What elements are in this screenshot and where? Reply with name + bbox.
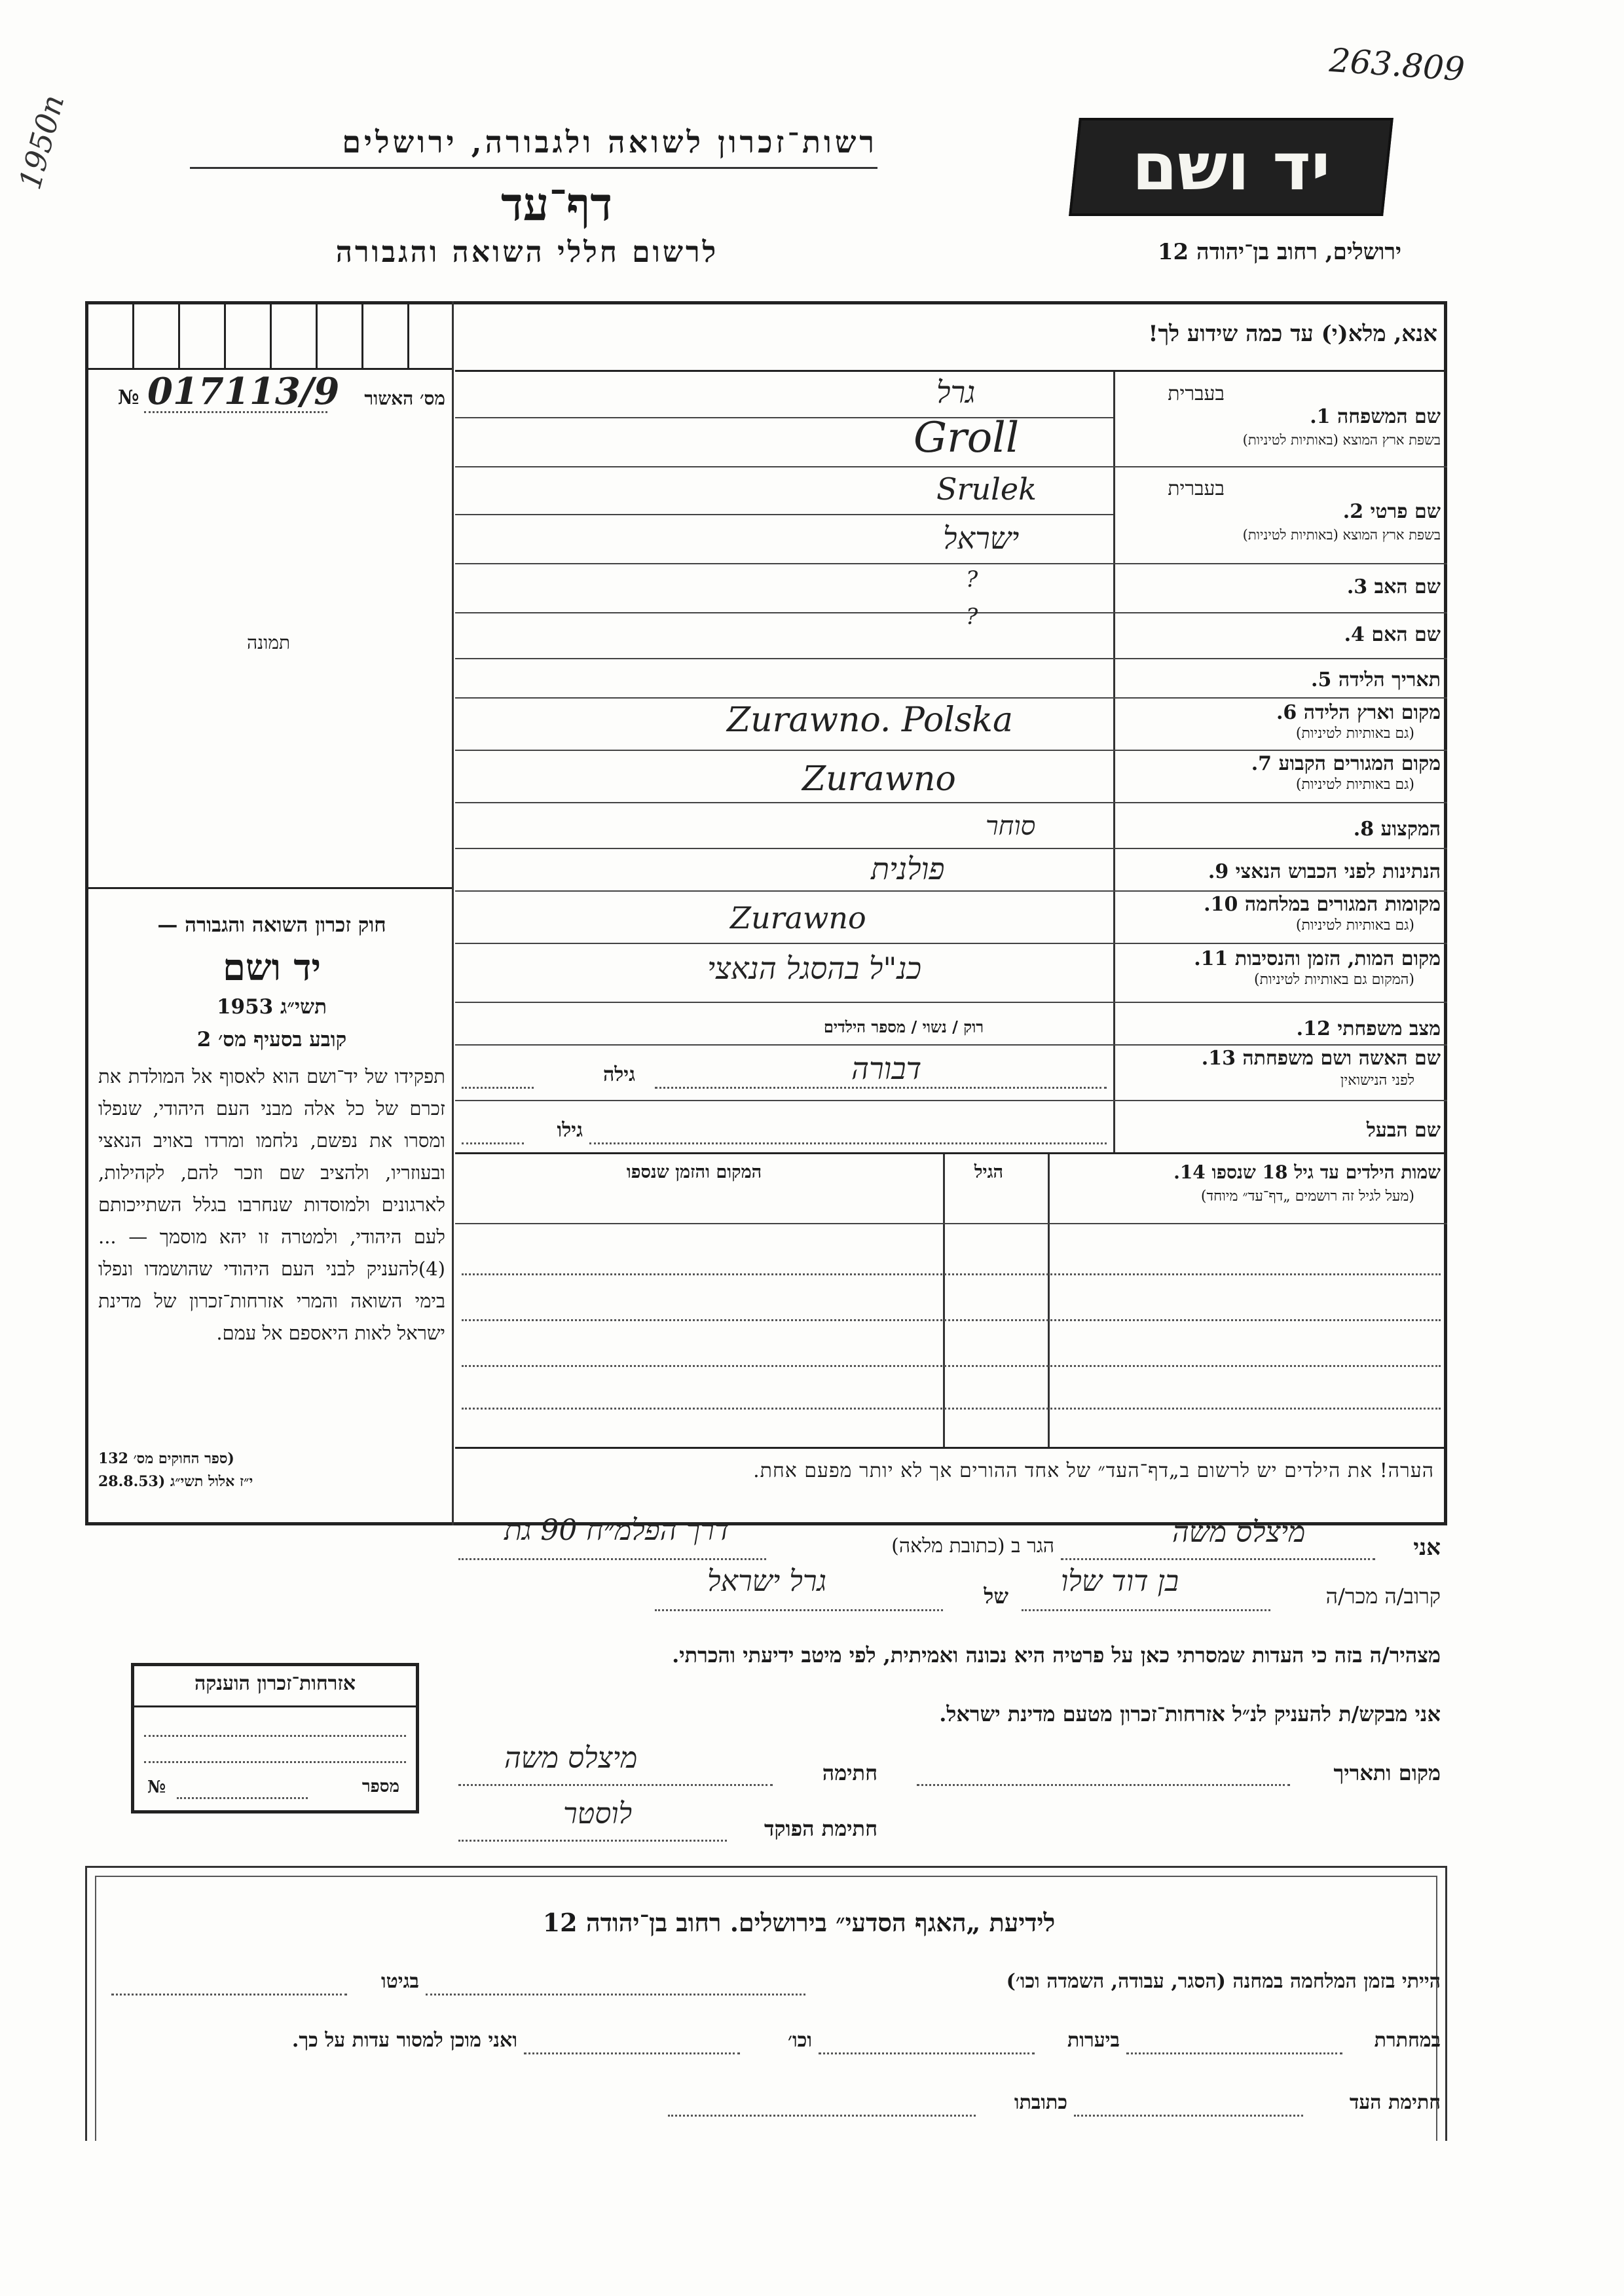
decl-name-line xyxy=(1061,1558,1375,1560)
field-12-label: מצב משפחתי 12. xyxy=(1296,1017,1441,1040)
record-number[interactable]: 017113/9 xyxy=(147,370,340,413)
field-13-age-line xyxy=(462,1087,534,1089)
row-3-line xyxy=(455,612,1447,613)
field-9-value[interactable]: פולנית xyxy=(871,851,945,886)
bottom-ready: ואני מוכן למסור עדות על כך. xyxy=(291,2029,517,2052)
law-ref1: (ספר החוקים מס׳ 132 xyxy=(98,1450,234,1467)
children-header-line xyxy=(455,1223,1447,1224)
field-6-label: מקום וארץ הלידה 6. xyxy=(1276,701,1441,724)
row-2b-line xyxy=(455,563,1447,564)
decl-relation-line xyxy=(1022,1609,1270,1611)
decl-of-value[interactable]: גרל ישראל xyxy=(707,1565,826,1598)
husband-line xyxy=(589,1142,1107,1144)
decl-of-line xyxy=(655,1609,943,1611)
field-11-sub: (המקום גם באותיות לטיניות) xyxy=(1254,972,1414,988)
row-7-line xyxy=(455,802,1447,803)
archive-number: 263.809 xyxy=(1328,41,1466,89)
field-5-label: תאריך הלידה 5. xyxy=(1311,668,1441,691)
row-2a-line xyxy=(455,514,1113,515)
authority-line: רשות־זכרון לשואה ולגבורה, ירושלים xyxy=(342,124,877,160)
children-place-col: המקום והזמן שנספו xyxy=(626,1162,762,1182)
bottom-etc: וכו׳ xyxy=(788,2029,812,2052)
bottom-line1: הייתי בזמן המלחמה במחנה (הסגר, עבודה, השמדה וכו׳) xyxy=(1006,1970,1441,1993)
row-13-line xyxy=(455,1100,1447,1101)
header-address: ירושלים, רחוב בן־יהודה 12 xyxy=(1157,239,1401,265)
bottom-ghetto-line xyxy=(111,1994,347,1995)
field-2-sub: בשפת ארץ המוצא (באותיות לטיניות) xyxy=(1242,527,1441,543)
husband-age-label: גילו xyxy=(557,1119,583,1142)
children-age-col: הגיל xyxy=(974,1162,1004,1182)
citizenship-number-label: מספר xyxy=(361,1777,399,1796)
field-7-sub: (גם באותיות לטיניות) xyxy=(1295,776,1414,793)
decl-address[interactable]: דרך הפלמ״ח 90 גת xyxy=(504,1514,729,1547)
record-no-prefix: № xyxy=(118,386,139,409)
label-divider xyxy=(1113,372,1115,1154)
children-divider-1 xyxy=(1048,1154,1050,1449)
record-label: מס׳ האשור xyxy=(364,388,445,409)
bottom-underground-line xyxy=(1126,2052,1342,2054)
decl-signature[interactable]: מיצלס משה xyxy=(504,1741,638,1775)
bottom-heading: לידיעת „האגף הסדעי״ בירושלים. רחוב בן־יהודה 12 xyxy=(542,1908,1056,1937)
children-row-1 xyxy=(462,1273,1441,1275)
tick-boxes xyxy=(88,304,452,370)
row-12-line xyxy=(455,1044,1447,1046)
decl-name[interactable]: מיצלס משה xyxy=(1172,1516,1306,1549)
children-row-2 xyxy=(462,1319,1441,1321)
bottom-witness-sig: חתימת העד xyxy=(1349,2091,1441,2114)
field-1-heb-tag: בעברית xyxy=(1168,382,1225,405)
field-10-sub: (גם באותיות לטיניות) xyxy=(1295,917,1414,934)
law-section: קובע בסעיף מס׳ 2 xyxy=(196,1028,347,1051)
instruction-row-line xyxy=(455,370,1447,372)
row-1b-line xyxy=(455,466,1447,467)
decl-signature-label: חתימה xyxy=(822,1760,877,1785)
field-10-label: מקומות המגורים במלחמה 10. xyxy=(1204,893,1441,916)
row-6-line xyxy=(455,750,1447,751)
field-13-value[interactable]: דבורה xyxy=(851,1051,922,1086)
note-top-line xyxy=(455,1447,1447,1449)
row-10-line xyxy=(455,943,1447,944)
row-14-top-line xyxy=(455,1152,1447,1154)
law-name: יד ושם xyxy=(222,946,322,989)
field-1-label: שם המשפחה 1. xyxy=(1310,405,1441,428)
officer-line xyxy=(458,1840,727,1842)
children-divider-2 xyxy=(943,1154,945,1449)
field-11-label: מקום המות, הזמן והנסיבות 11. xyxy=(1194,947,1441,970)
field-7-value[interactable]: Zurawno xyxy=(802,759,956,799)
field-10-value[interactable]: Zurawno xyxy=(730,900,866,936)
decl-relation[interactable]: בן דוד שלו xyxy=(1061,1565,1179,1598)
law-year: תשי״ג 1953 xyxy=(216,995,327,1019)
row-11-line xyxy=(455,1002,1447,1003)
field-2-heb-tag: בעברית xyxy=(1168,477,1225,500)
field-3-label: שם האב 3. xyxy=(1346,575,1441,598)
signature-line xyxy=(458,1784,773,1786)
row-4-line xyxy=(455,658,1447,659)
decl-i-label: אני xyxy=(1413,1535,1441,1561)
margin-note: 1950n xyxy=(12,91,71,193)
decl-officer[interactable]: לוסטר xyxy=(563,1797,633,1831)
decl-address-line xyxy=(458,1558,766,1560)
citizenship-no-prefix: № xyxy=(147,1777,166,1797)
husband-age-line xyxy=(462,1142,524,1144)
children-row-3 xyxy=(462,1365,1441,1367)
field-2-value-lat[interactable]: Srulek xyxy=(936,471,1037,507)
field-12-value[interactable]: רוק / נשוי / מספר הילדים xyxy=(823,1017,984,1036)
photo-box-bottom xyxy=(88,887,452,889)
bottom-witness-line xyxy=(1074,2115,1303,2117)
decl-place-date: מקום ותאריך xyxy=(1333,1760,1441,1785)
bottom-forests: ביערות xyxy=(1067,2029,1120,2052)
field-1-value-lat[interactable]: Groll xyxy=(913,414,1020,462)
bottom-etc-line xyxy=(524,2052,740,2054)
citizenship-number-line xyxy=(177,1797,308,1799)
citizenship-title: אזרחות־זכרון הוענקה xyxy=(194,1672,356,1695)
field-7-label: מקום המגורים הקבוע 7. xyxy=(1251,752,1441,775)
field-8-value[interactable]: סוחר xyxy=(986,811,1036,841)
field-13-age-label: גילה xyxy=(602,1063,635,1086)
bottom-address-line xyxy=(668,2115,976,2117)
husband-label: שם הבעל xyxy=(1366,1119,1441,1142)
law-ref2: י״ז אלול תשי״ג (28.8.53 xyxy=(98,1473,253,1490)
field-2-value-heb[interactable]: ישראל xyxy=(943,520,1020,556)
citizenship-line-1 xyxy=(144,1735,406,1737)
children-sub: (מעל לגיל זה רושמים „דף־עד״ מיוחד) xyxy=(1200,1188,1414,1205)
photo-label: תמונה xyxy=(246,632,291,653)
field-8-label: המקצוע 8. xyxy=(1353,818,1441,841)
field-9-label: הנתינות לפני הכבוש הנאצי 9. xyxy=(1208,860,1441,883)
left-column-divider xyxy=(452,301,454,1525)
children-title: שמות הילדים עד גיל 18 שנספו 14. xyxy=(1173,1161,1441,1183)
bottom-ghetto: בגיטו xyxy=(380,1970,419,1993)
field-11-value[interactable]: כנ"ל בהסגל הנאצי xyxy=(707,951,922,986)
row-9-line xyxy=(455,890,1447,892)
logo-text: יד ושם xyxy=(1132,128,1331,205)
note-text: הערה! את הילדים יש לרשום ב„דף־העד״ של אחד ההורים אך לא יותר מפעם אחת. xyxy=(753,1459,1434,1482)
place-date-line xyxy=(917,1784,1290,1786)
form-title: דף־עד xyxy=(500,177,612,231)
decl-officer-label: חתימת הפוקד xyxy=(764,1816,877,1841)
bottom-address: כתובתו xyxy=(1014,2091,1067,2114)
field-1-value-heb[interactable]: גרל xyxy=(936,374,976,410)
decl-of-label: של xyxy=(984,1584,1008,1609)
form-subtitle: לרשום חללי השואה והגבורה xyxy=(335,236,719,269)
field-13-label: שם האשה ושם משפחתה 13. xyxy=(1201,1047,1441,1070)
decl-statement: מצהיר/ה בזה כי העדות שמסרתי כאן על פרטיה היא נכונה ואמיתית, לפי מיטב ידיעתי והכרתי. xyxy=(672,1643,1441,1667)
authority-underline xyxy=(190,167,877,169)
bottom-camp-line xyxy=(426,1994,805,1995)
field-4-value[interactable]: ? xyxy=(966,604,978,630)
decl-relation-label: קרוב/ה מכר/ה xyxy=(1325,1584,1441,1609)
field-2-label: שם פרטי 2. xyxy=(1342,500,1441,523)
field-1-sub: בשפת ארץ המוצא (באותיות לטיניות) xyxy=(1242,432,1441,448)
decl-resides: הגר ב (כתובת מלאה) xyxy=(891,1535,1054,1558)
row-8-line xyxy=(455,848,1447,849)
children-row-4 xyxy=(462,1408,1441,1410)
instruction-text: אנא, מלא(י) עד כמה שידוע לך! xyxy=(1148,321,1437,347)
row-5-line xyxy=(455,697,1447,699)
field-6-sub: (גם באותיות לטיניות) xyxy=(1295,725,1414,742)
bottom-forests-line xyxy=(819,2052,1035,2054)
law-text: תפקידו של יד־ושם הוא לאסוף אל המולדת את זכרם של כל אלה מבני העם היהודי, שנפלו ומסרו את נפשם, נלחמו ומרדו באויב הנאצי ובעוזריו, ולהציב שם וזכר להם, לקהילות, לארגונים ולמוסדות שנחרבו בגלל השתייכותם לעם היהודי, ולמטרה זו יהא מוסמך — ...(4)להעניק לבני העם היהודי שהושמדו ונפלו בימי השואה והמרי אזרחות־זכרון של מדינת ישראל לאות היאספם אל עמם. xyxy=(98,1065,445,1344)
field-6-value[interactable]: Zurawno. Polska xyxy=(727,701,1013,740)
decl-request: אני מבקש/ת להעניק לנ״ל אזרחות־זכרון מטעם מדינת ישראל. xyxy=(939,1702,1441,1726)
citizenship-title-line xyxy=(134,1705,416,1707)
field-3-value[interactable]: ? xyxy=(966,566,978,592)
field-13-sub: לפני הנישואין xyxy=(1340,1072,1414,1089)
citizenship-line-2 xyxy=(144,1761,406,1763)
field-13-line xyxy=(655,1087,1107,1089)
bottom-underground: במחתרת xyxy=(1374,2029,1441,2052)
record-number-line xyxy=(144,411,327,413)
law-title: חוק זכרון השואה והגבורה — xyxy=(157,913,386,937)
field-4-label: שם האם 4. xyxy=(1344,623,1441,646)
